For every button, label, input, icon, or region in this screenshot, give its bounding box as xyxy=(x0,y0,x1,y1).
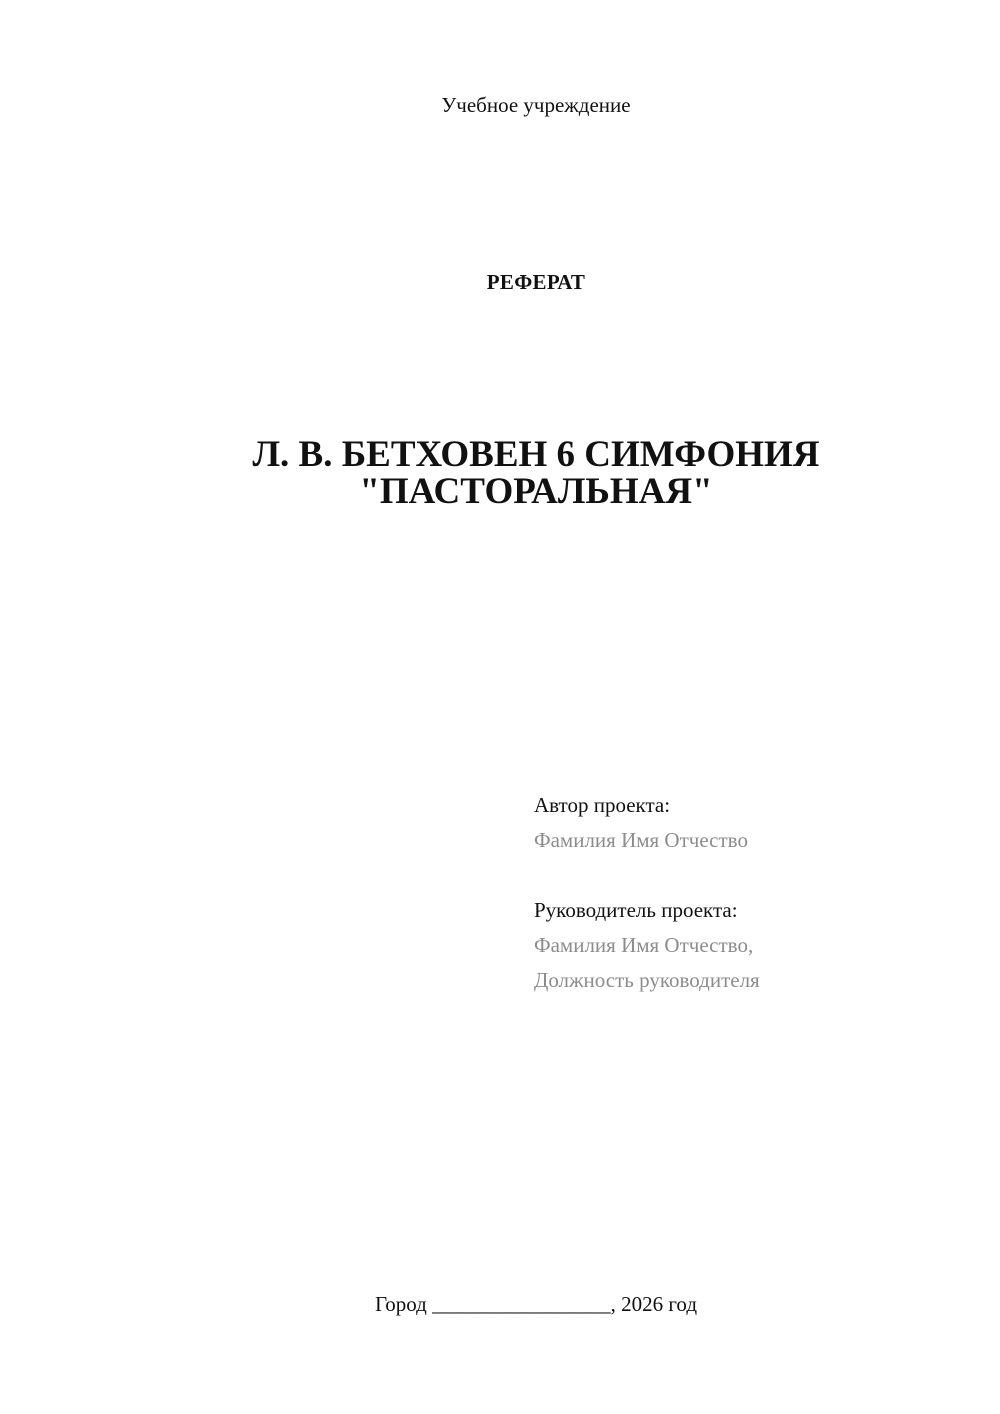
institution-name: Учебное учреждение xyxy=(441,93,631,117)
title-line-1: Л. В. БЕТХОВЕН 6 СИМФОНИЯ xyxy=(252,434,820,475)
city-year-line: Город _________________, 2026 год xyxy=(374,1292,698,1316)
supervisor-name: Фамилия Имя Отчество, xyxy=(534,933,754,957)
title-line-2: "ПАСТОРАЛЬНАЯ" xyxy=(359,471,713,512)
author-name: Фамилия Имя Отчество xyxy=(534,828,748,852)
document-type: РЕФЕРАТ xyxy=(486,270,586,294)
credits-block xyxy=(534,788,974,998)
credits-spacer xyxy=(534,858,974,893)
supervisor-label: Руководитель проекта: xyxy=(534,898,738,922)
supervisor-position: Должность руководителя xyxy=(534,968,760,992)
document-title xyxy=(0,436,1000,510)
author-label: Автор проекта: xyxy=(534,793,671,817)
